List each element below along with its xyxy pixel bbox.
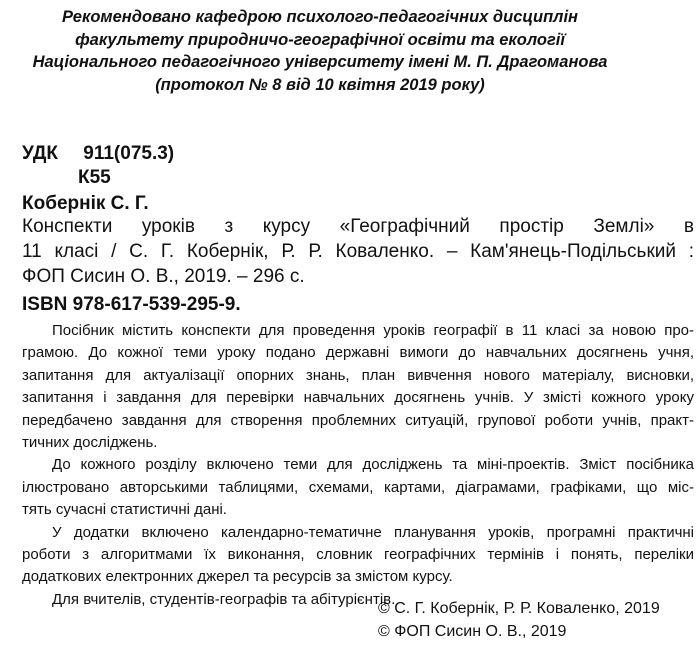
- annotation-line: тять сучасні статистичні дані.: [22, 501, 227, 519]
- isbn-number: ISBN 978-617-539-295-9.: [22, 294, 241, 315]
- biblio-line: 11 класі / С. Г. Кобернік, Р. Р. Коваленко. – Кам'янець-Подільський :: [22, 241, 694, 262]
- author-sign-code: К55: [78, 167, 111, 188]
- annotation-line: У додатки включено календарно-тематичне планування уроків, програмні практичні: [52, 523, 694, 541]
- annotation-line: передбачено завдання для створення проблемних ситуацій, групової роботи учнів, практ-: [22, 411, 694, 429]
- annotation-line: ілюстровано авторськими таблицями, схемами, картами, діаграмами, графіками, що міс-: [22, 478, 694, 496]
- biblio-line: Конспекти уроків з курсу «Географічний простір Землі» в: [22, 216, 694, 237]
- annotation-line: роботи з алгоритмами їх виконання, словник географічних термінів і понять, переліки: [22, 546, 694, 564]
- annotation-line: Для вчителів, студентів-географів та абітурієнтів.: [52, 590, 396, 608]
- biblio-line: ФОП Сисин О. В., 2019. – 296 с.: [22, 266, 305, 287]
- udk-code: 911(075.3): [83, 143, 175, 164]
- recommendation-line: факультету природничо-географічної освіти та екології: [75, 30, 565, 49]
- annotation-line: додаткових електронних джерел та ресурсів за змістом курсу.: [22, 568, 453, 586]
- annotation-line: До кожного розділу включено теми для досліджень та міні-проектів. Зміст посібника: [52, 456, 694, 474]
- recommendation-line: Національного педагогічного університету імені М. П. Драгоманова: [32, 53, 608, 71]
- copyright-line: © С. Г. Кобернік, Р. Р. Коваленко, 2019: [378, 600, 660, 617]
- annotation-line: запитання і завдання для перевірки навчальних досягнень учнів. У змісті кожного уроку: [22, 389, 694, 407]
- copyright-block: [378, 597, 660, 643]
- recommendation-line: (протокол № 8 від 10 квітня 2019 року): [155, 75, 485, 94]
- udk-line: [22, 142, 174, 166]
- recommendation-line: Рекомендовано кафедрою психолого-педагогічних дисциплін: [62, 8, 578, 26]
- annotation-line: тичних досліджень.: [22, 434, 158, 452]
- annotation-line: запитання для актуалізації опорних знань, план вивчення нового матеріалу, висновки,: [22, 366, 694, 384]
- annotation-text: [22, 320, 694, 611]
- bibliographic-description: [22, 214, 694, 289]
- copyright-line: © ФОП Сисин О. В., 2019: [378, 623, 567, 640]
- author-heading: Кобернік С. Г.: [22, 193, 149, 214]
- annotation-line: Посібник містить конспекти для проведення уроків географії в 11 класі за новою про-: [52, 322, 694, 339]
- annotation-line: грамою. До кожної теми уроку подано державні вимоги до навчальних досягнень учня,: [22, 344, 694, 362]
- udk-label: УДК: [22, 143, 58, 164]
- recommendation-block: [0, 6, 640, 96]
